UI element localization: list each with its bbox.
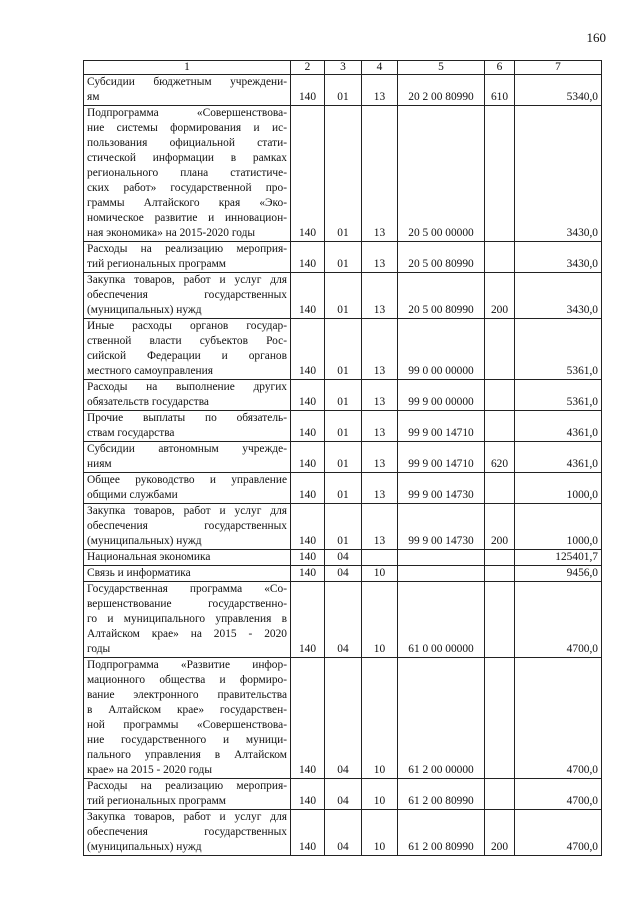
amount-cell: 4700,0 [515, 779, 602, 810]
row-name-line: стической информации в рамках [87, 152, 287, 164]
subsection-code-cell [362, 550, 398, 566]
row-name-line: граммы Алтайского края «Эко- [87, 197, 287, 209]
section-code-cell: 04 [325, 810, 362, 856]
ministry-code-cell: 140 [291, 411, 325, 442]
subsection-code-cell: 10 [362, 779, 398, 810]
row-name-cell [84, 442, 291, 473]
row-name-line: крае» на 2015 - 2020 годы [87, 764, 212, 776]
subsection-code-cell: 13 [362, 242, 398, 273]
section-code-cell: 04 [325, 566, 362, 582]
expense-type-cell: 610 [485, 75, 515, 106]
row-name-cell [84, 810, 291, 856]
subsection-code-cell: 10 [362, 566, 398, 582]
row-name-line: Закупка товаров, работ и услуг для [87, 274, 287, 286]
amount-cell: 5340,0 [515, 75, 602, 106]
row-name-line: пального управления в Алтайском [87, 749, 287, 761]
table-row [84, 779, 602, 810]
amount-cell: 1000,0 [515, 473, 602, 504]
section-code-cell: 01 [325, 75, 362, 106]
amount-cell: 3430,0 [515, 242, 602, 273]
row-name-line: номическое развитие и инновацион- [87, 212, 287, 224]
table-row [84, 273, 602, 319]
row-name-line: пользования официальной стати- [87, 137, 287, 149]
row-name-line: тий региональных программ [87, 258, 226, 270]
expense-type-cell: 200 [485, 504, 515, 550]
row-name-line: Закупка товаров, работ и услуг для [87, 505, 287, 517]
row-name-line: Подпрограмма «Развитие инфор- [87, 659, 287, 671]
target-item-cell: 20 2 00 80990 [398, 75, 485, 106]
section-code-cell: 04 [325, 658, 362, 779]
column-header: 2 [291, 61, 325, 75]
row-name-line: мационного общества и формиро- [87, 674, 287, 686]
row-name-cell [84, 504, 291, 550]
subsection-code-cell: 13 [362, 273, 398, 319]
column-header: 3 [325, 61, 362, 75]
row-name-line: Субсидии бюджетным учреждени- [87, 76, 287, 88]
ministry-code-cell: 140 [291, 779, 325, 810]
amount-cell: 5361,0 [515, 319, 602, 380]
expense-type-cell: 620 [485, 442, 515, 473]
row-name-line: Общее руководство и управление [87, 474, 287, 486]
section-code-cell: 01 [325, 473, 362, 504]
row-name-line: ная экономика» на 2015-2020 годы [87, 227, 256, 239]
row-name-cell [84, 411, 291, 442]
expense-type-cell [485, 473, 515, 504]
target-item-cell [398, 550, 485, 566]
target-item-cell [398, 566, 485, 582]
row-name-line: Закупка товаров, работ и услуг для [87, 811, 287, 823]
subsection-code-cell: 10 [362, 658, 398, 779]
row-name-cell [84, 582, 291, 658]
row-name-line: Расходы на реализацию мероприя- [87, 243, 287, 255]
ministry-code-cell: 140 [291, 273, 325, 319]
row-name-line: обеспечения государственных [87, 826, 287, 838]
page-number: 160 [586, 30, 606, 45]
section-code-cell: 01 [325, 319, 362, 380]
column-header: 1 [84, 61, 291, 75]
row-name-line: (муниципальных) нужд [87, 304, 202, 316]
row-name-cell [84, 779, 291, 810]
expense-type-cell [485, 380, 515, 411]
target-item-cell: 99 9 00 14710 [398, 411, 485, 442]
row-name-cell [84, 473, 291, 504]
row-name-line: Национальная экономика [87, 551, 211, 563]
section-code-cell: 01 [325, 380, 362, 411]
row-name-cell [84, 658, 291, 779]
subsection-code-cell: 10 [362, 810, 398, 856]
row-name-cell [84, 319, 291, 380]
row-name-line: ниям [87, 458, 112, 470]
row-name-cell [84, 106, 291, 242]
row-name-line: общими службами [87, 489, 178, 501]
ministry-code-cell: 140 [291, 582, 325, 658]
subsection-code-cell: 13 [362, 473, 398, 504]
section-code-cell: 01 [325, 411, 362, 442]
target-item-cell: 61 2 00 80990 [398, 779, 485, 810]
target-item-cell: 61 0 00 00000 [398, 582, 485, 658]
row-name-line: го и муниципального управления в [87, 613, 287, 625]
column-header: 6 [485, 61, 515, 75]
table-row [84, 319, 602, 380]
table-header-row [84, 61, 602, 75]
table-row [84, 582, 602, 658]
column-header: 4 [362, 61, 398, 75]
section-code-cell: 04 [325, 550, 362, 566]
target-item-cell: 99 9 00 14730 [398, 504, 485, 550]
row-name-line: ние государственного и муници- [87, 734, 287, 746]
amount-cell: 5361,0 [515, 380, 602, 411]
expense-type-cell [485, 550, 515, 566]
ministry-code-cell: 140 [291, 473, 325, 504]
amount-cell: 4361,0 [515, 442, 602, 473]
table-row [84, 658, 602, 779]
column-header: 7 [515, 61, 602, 75]
expense-type-cell [485, 242, 515, 273]
section-code-cell: 01 [325, 273, 362, 319]
row-name-cell [84, 273, 291, 319]
expense-type-cell: 200 [485, 810, 515, 856]
target-item-cell: 99 0 00 00000 [398, 319, 485, 380]
row-name-line: ям [87, 91, 100, 103]
table-row [84, 442, 602, 473]
table-row [84, 106, 602, 242]
amount-cell: 9456,0 [515, 566, 602, 582]
table-row [84, 810, 602, 856]
row-name-line: обеспечения государственных [87, 289, 287, 301]
row-name-cell [84, 380, 291, 411]
row-name-line: вание электронного правительства [87, 689, 287, 701]
ministry-code-cell: 140 [291, 242, 325, 273]
expense-type-cell [485, 411, 515, 442]
subsection-code-cell: 13 [362, 380, 398, 411]
section-code-cell: 01 [325, 242, 362, 273]
target-item-cell: 99 9 00 14710 [398, 442, 485, 473]
row-name-cell [84, 566, 291, 582]
amount-cell: 125401,7 [515, 550, 602, 566]
subsection-code-cell: 13 [362, 411, 398, 442]
subsection-code-cell: 10 [362, 582, 398, 658]
row-name-line: Субсидии автономным учрежде- [87, 443, 287, 455]
budget-table [83, 60, 602, 856]
row-name-line: местного самоуправления [87, 365, 213, 377]
subsection-code-cell: 13 [362, 106, 398, 242]
subsection-code-cell: 13 [362, 504, 398, 550]
ministry-code-cell: 140 [291, 504, 325, 550]
ministry-code-cell: 140 [291, 566, 325, 582]
row-name-line: Подпрограмма «Совершенствова- [87, 107, 287, 119]
amount-cell: 1000,0 [515, 504, 602, 550]
column-header: 5 [398, 61, 485, 75]
ministry-code-cell: 140 [291, 550, 325, 566]
row-name-line: Расходы на реализацию мероприя- [87, 780, 287, 792]
row-name-line: ственной власти субъектов Рос- [87, 335, 287, 347]
row-name-cell [84, 242, 291, 273]
row-name-cell [84, 75, 291, 106]
expense-type-cell [485, 106, 515, 242]
row-name-line: сийской Федерации и органов [87, 350, 287, 362]
expense-type-cell [485, 566, 515, 582]
subsection-code-cell: 13 [362, 442, 398, 473]
target-item-cell: 20 5 00 80990 [398, 242, 485, 273]
section-code-cell: 04 [325, 779, 362, 810]
amount-cell: 3430,0 [515, 273, 602, 319]
ministry-code-cell: 140 [291, 319, 325, 380]
target-item-cell: 20 5 00 00000 [398, 106, 485, 242]
row-name-line: ствам государства [87, 427, 175, 439]
ministry-code-cell: 140 [291, 658, 325, 779]
expense-type-cell [485, 582, 515, 658]
row-name-line: вершенствование государственно- [87, 598, 287, 610]
section-code-cell: 04 [325, 582, 362, 658]
row-name-line: Алтайском крае» на 2015 - 2020 [87, 628, 287, 640]
row-name-line: ной программы «Совершенствова- [87, 719, 287, 731]
row-name-line: (муниципальных) нужд [87, 535, 202, 547]
amount-cell: 4700,0 [515, 658, 602, 779]
table-body [84, 75, 602, 856]
section-code-cell: 01 [325, 504, 362, 550]
amount-cell: 4700,0 [515, 810, 602, 856]
table-row [84, 242, 602, 273]
section-code-cell: 01 [325, 442, 362, 473]
target-item-cell: 61 2 00 00000 [398, 658, 485, 779]
row-name-line: Иные расходы органов государ- [87, 320, 287, 332]
expense-type-cell [485, 319, 515, 380]
row-name-cell [84, 550, 291, 566]
row-name-line: тий региональных программ [87, 795, 226, 807]
row-name-line: Государственная программа «Со- [87, 583, 287, 595]
table-row [84, 75, 602, 106]
ministry-code-cell: 140 [291, 810, 325, 856]
target-item-cell: 20 5 00 80990 [398, 273, 485, 319]
expense-type-cell [485, 658, 515, 779]
row-name-line: годы [87, 643, 111, 655]
row-name-line: в Алтайском крае» государствен- [87, 704, 287, 716]
row-name-line: обязательств государства [87, 396, 209, 408]
target-item-cell: 61 2 00 80990 [398, 810, 485, 856]
table-row [84, 411, 602, 442]
ministry-code-cell: 140 [291, 106, 325, 242]
amount-cell: 3430,0 [515, 106, 602, 242]
ministry-code-cell: 140 [291, 380, 325, 411]
table-row [84, 550, 602, 566]
subsection-code-cell: 13 [362, 75, 398, 106]
row-name-line: Прочие выплаты по обязатель- [87, 412, 287, 424]
row-name-line: Расходы на выполнение других [87, 381, 287, 393]
table-row [84, 566, 602, 582]
row-name-line: ских работ» государственной про- [87, 182, 287, 194]
table-row [84, 380, 602, 411]
target-item-cell: 99 9 00 00000 [398, 380, 485, 411]
expense-type-cell: 200 [485, 273, 515, 319]
row-name-line: регионального плана статистиче- [87, 167, 287, 179]
subsection-code-cell: 13 [362, 319, 398, 380]
target-item-cell: 99 9 00 14730 [398, 473, 485, 504]
row-name-line: Связь и информатика [87, 567, 191, 579]
row-name-line: ние системы формирования и ис- [87, 122, 287, 134]
ministry-code-cell: 140 [291, 442, 325, 473]
table-row [84, 504, 602, 550]
row-name-line: обеспечения государственных [87, 520, 287, 532]
amount-cell: 4700,0 [515, 582, 602, 658]
ministry-code-cell: 140 [291, 75, 325, 106]
expense-type-cell [485, 779, 515, 810]
table-row [84, 473, 602, 504]
amount-cell: 4361,0 [515, 411, 602, 442]
row-name-line: (муниципальных) нужд [87, 841, 202, 853]
section-code-cell: 01 [325, 106, 362, 242]
